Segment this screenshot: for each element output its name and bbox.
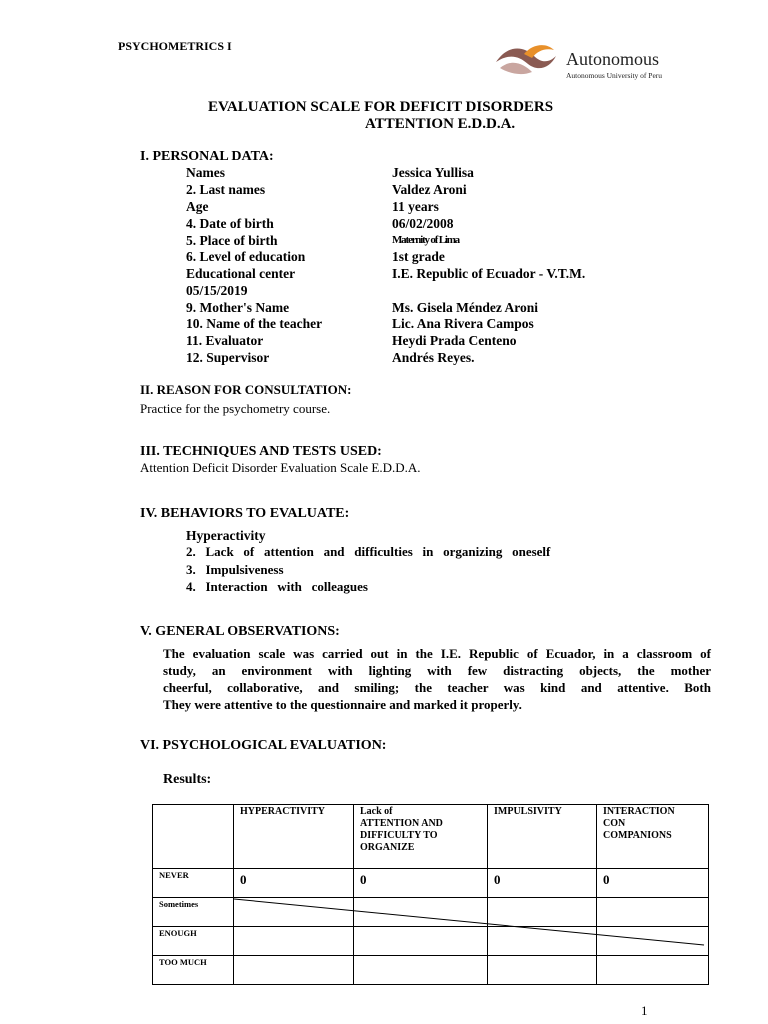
behavior-item: 2. Lack of attention and difficulties in organizing oneself xyxy=(186,544,551,559)
logo-subtitle: Autonomous University of Peru xyxy=(566,71,663,80)
behavior-item: Hyperactivity xyxy=(186,528,266,543)
row-label: Sometimes xyxy=(153,898,234,927)
table-cell xyxy=(488,898,597,927)
table-cell xyxy=(234,956,354,985)
table-cell xyxy=(354,927,488,956)
table-corner-cell xyxy=(153,805,234,869)
university-logo xyxy=(494,42,694,82)
observations-heading: V. GENERAL OBSERVATIONS: xyxy=(140,624,340,639)
table-header-row xyxy=(153,805,709,869)
column-header: Lack of ATTENTION AND DIFFICULTY TO ORGANIZE xyxy=(354,805,488,869)
table-cell: 0 xyxy=(488,869,597,898)
reason-text: Practice for the psychometry course. xyxy=(140,401,331,416)
document-title-line2: ATTENTION E.D.D.A. xyxy=(365,116,516,132)
table-row xyxy=(153,956,709,985)
tests-heading: III. TECHNIQUES AND TESTS USED: xyxy=(140,444,382,459)
personal-row: 6. Level of education 1st grade xyxy=(186,249,445,264)
table-cell xyxy=(597,956,709,985)
personal-row: 4. Date of birth 06/02/2008 xyxy=(186,216,454,231)
row-label: TOO MUCH xyxy=(153,956,234,985)
observations-line: study, an environment with lighting with few distracting objects, the mother xyxy=(163,663,711,678)
personal-row: 2. Last names Valdez Aroni xyxy=(186,182,467,197)
behavior-item: 4. Interaction with colleagues xyxy=(186,579,368,594)
table-cell xyxy=(354,956,488,985)
table-cell xyxy=(597,927,709,956)
logo-emblem-icon xyxy=(494,42,558,80)
table-cell xyxy=(488,927,597,956)
personal-row: Names Jessica Yullisa xyxy=(186,165,474,180)
personal-row: Age 11 years xyxy=(186,199,439,214)
document-title-line1: EVALUATION SCALE FOR DEFICIT DISORDERS xyxy=(208,99,554,115)
observations-line: The evaluation scale was carried out in the I.E. Republic of Ecuador, in a classroom of xyxy=(163,646,711,661)
table-cell: 0 xyxy=(597,869,709,898)
table-cell xyxy=(597,898,709,927)
reason-heading: II. REASON FOR CONSULTATION: xyxy=(140,382,352,397)
table-cell xyxy=(354,898,488,927)
column-header: IMPULSIVITY xyxy=(488,805,597,869)
table-cell: 0 xyxy=(234,869,354,898)
table-cell: 0 xyxy=(354,869,488,898)
observations-line: They were attentive to the questionnaire and marked it properly. xyxy=(163,697,522,712)
results-table xyxy=(152,804,709,985)
table-cell xyxy=(234,927,354,956)
observations-paragraph xyxy=(163,645,711,713)
table-row xyxy=(153,869,709,898)
personal-data-heading: I. PERSONAL DATA: xyxy=(140,149,274,164)
row-label: ENOUGH xyxy=(153,927,234,956)
table-cell xyxy=(234,898,354,927)
column-header: HYPERACTIVITY xyxy=(234,805,354,869)
personal-row: 05/15/2019 xyxy=(186,283,248,298)
logo-name: Autonomous xyxy=(566,49,660,69)
personal-row: 9. Mother's Name Ms. Gisela Méndez Aroni xyxy=(186,300,538,315)
column-header: INTERACTION CON COMPANIONS xyxy=(597,805,709,869)
table-row xyxy=(153,927,709,956)
table-cell xyxy=(488,956,597,985)
personal-row: 10. Name of the teacher Lic. Ana Rivera Campos xyxy=(186,316,534,331)
personal-row: 12. Supervisor Andrés Reyes. xyxy=(186,350,475,365)
row-label: NEVER xyxy=(153,869,234,898)
table-row xyxy=(153,898,709,927)
personal-row: Educational center I.E. Republic of Ecuador - V.T.M. xyxy=(186,266,586,281)
behaviors-heading: IV. BEHAVIORS TO EVALUATE: xyxy=(140,506,350,521)
personal-row: 11. Evaluator Heydi Prada Centeno xyxy=(186,333,517,348)
personal-row: 5. Place of birth Maternity of Lima xyxy=(186,233,459,248)
tests-text: Attention Deficit Disorder Evaluation Scale E.D.D.A. xyxy=(140,460,421,475)
behavior-item: 3. Impulsiveness xyxy=(186,562,284,577)
evaluation-heading: VI. PSYCHOLOGICAL EVALUATION: xyxy=(140,738,387,753)
observations-line: cheerful, collaborative, and smiling; the teacher was kind and attentive. Both xyxy=(163,680,711,695)
page-number: 1 xyxy=(641,1003,648,1018)
results-label: Results: xyxy=(163,772,212,787)
course-header: PSYCHOMETRICS I xyxy=(118,39,232,53)
